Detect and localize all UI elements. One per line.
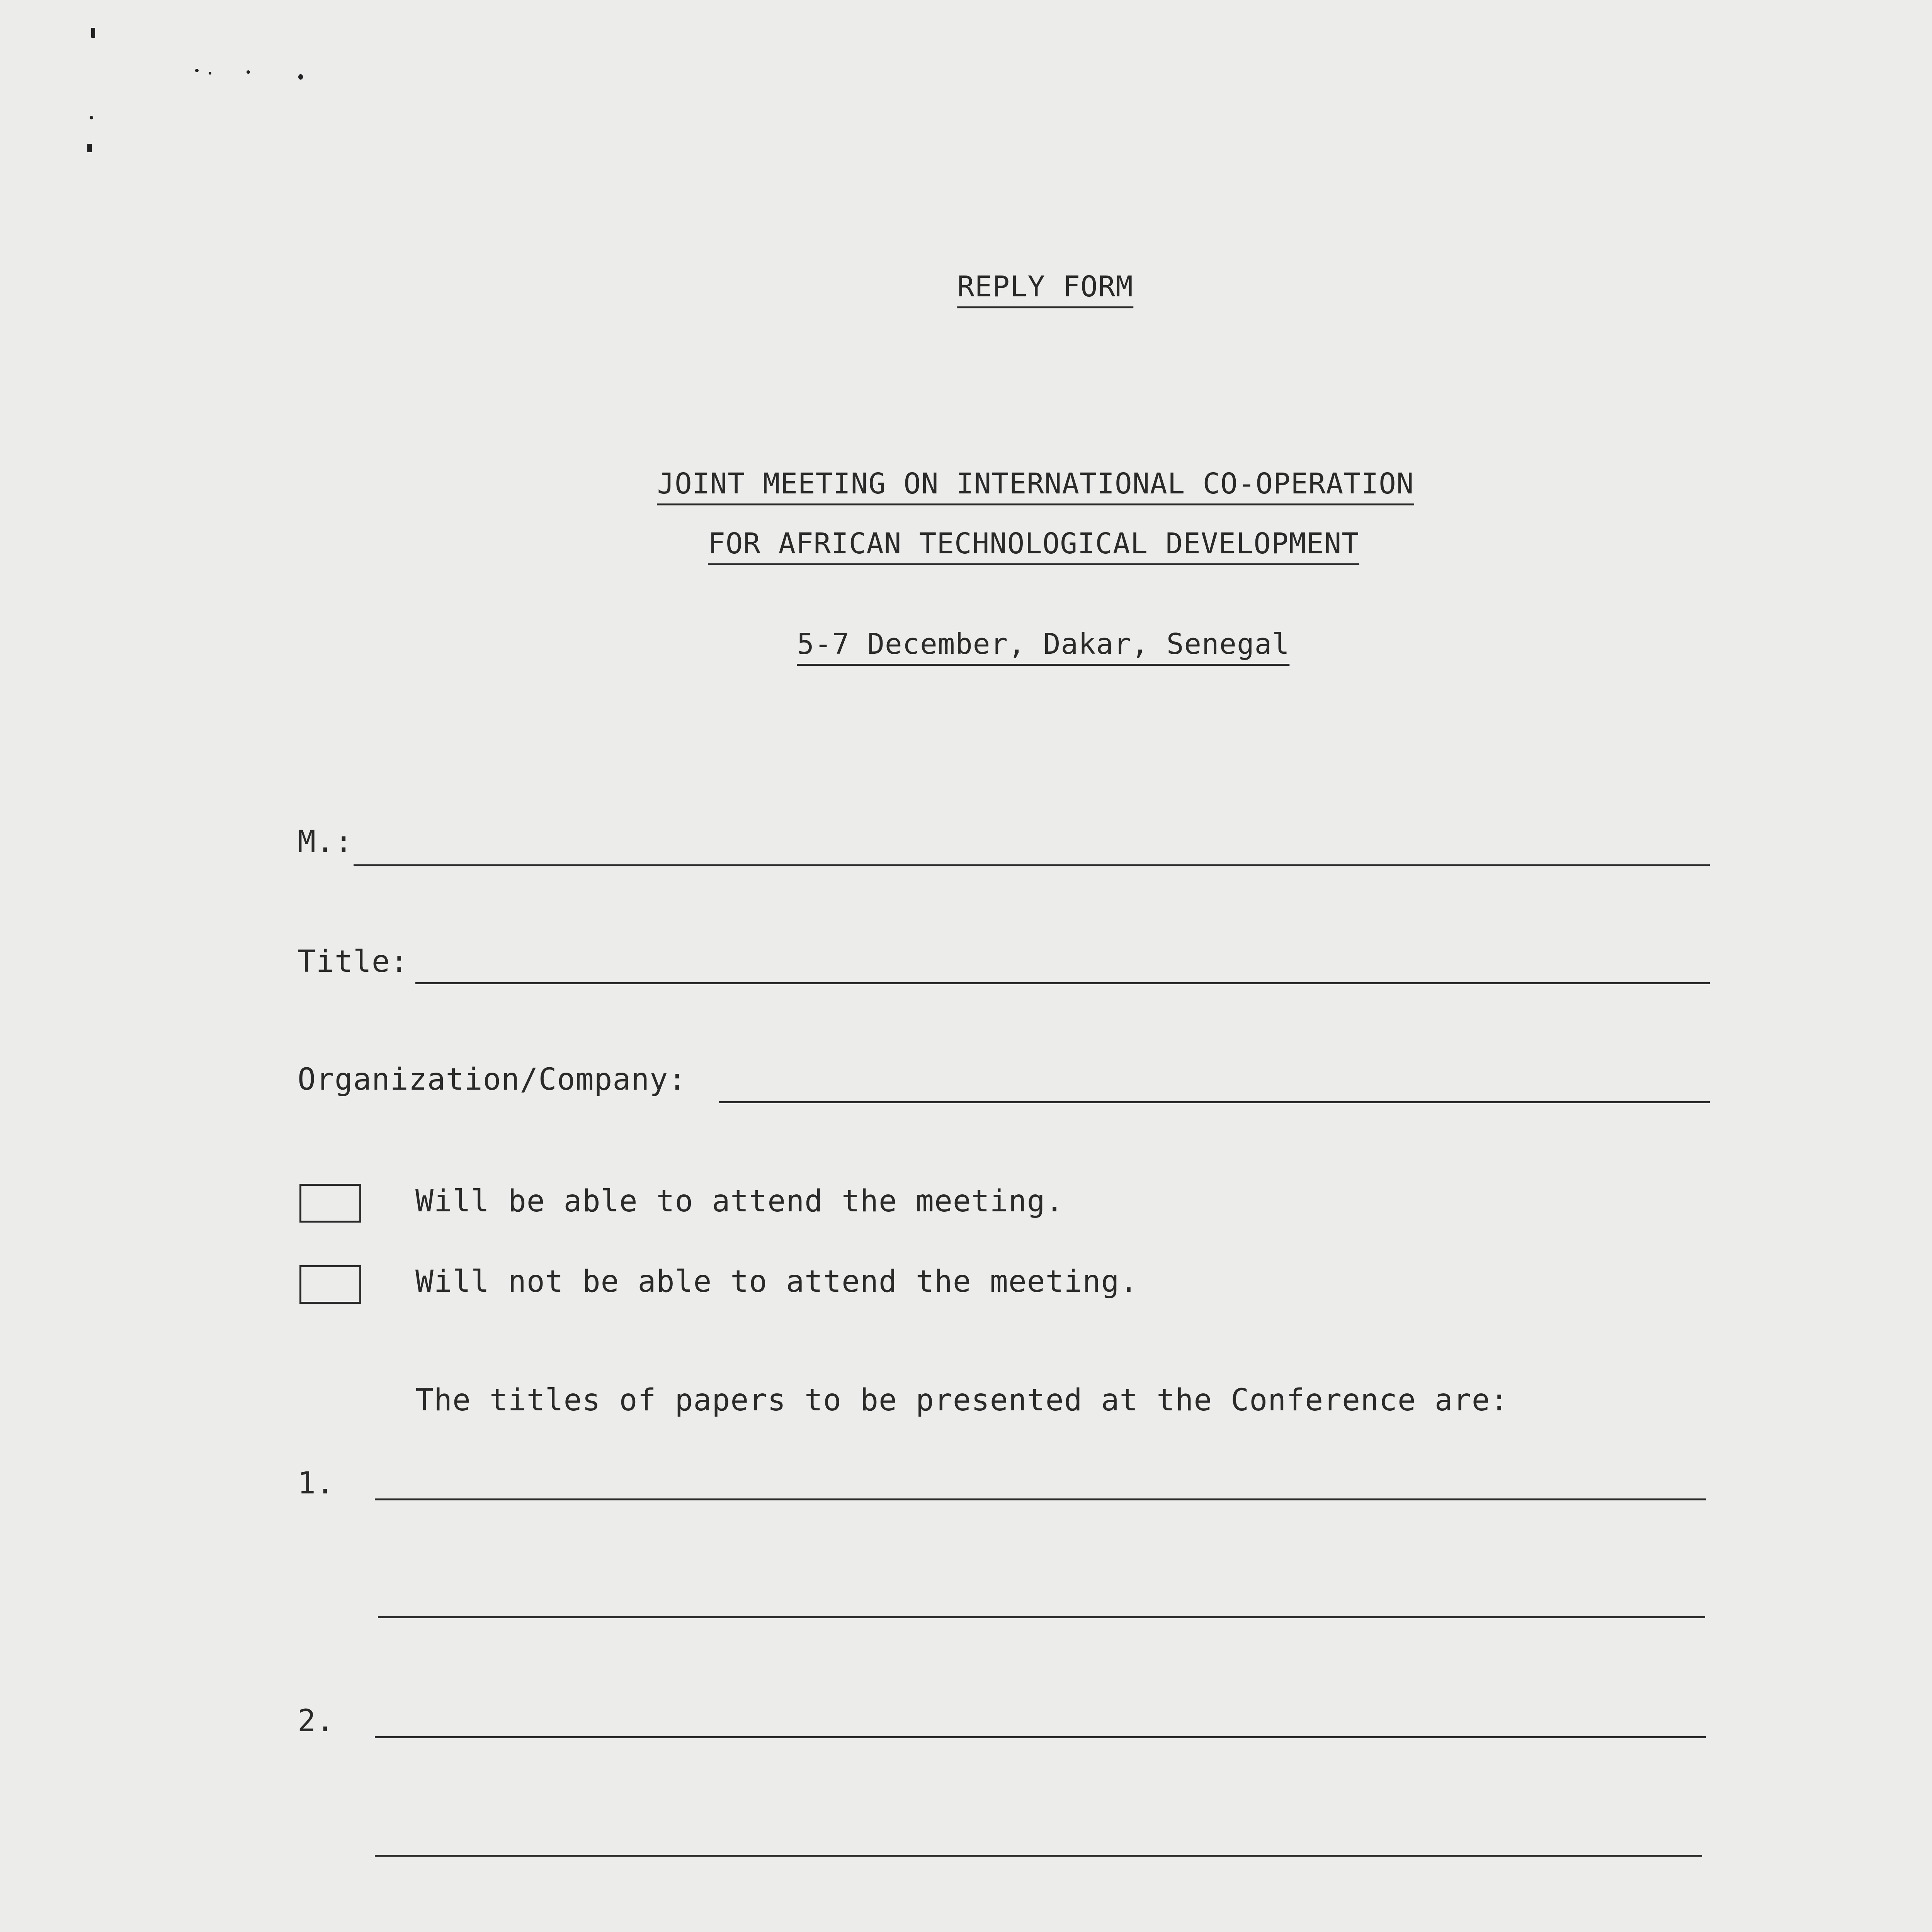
paper-1-number: 1. [298, 1466, 335, 1501]
attend-checkbox[interactable] [299, 1184, 361, 1223]
paper-2-line-1[interactable] [375, 1736, 1706, 1738]
organization-label: Organization/Company: [298, 1062, 687, 1097]
name-field[interactable] [354, 864, 1710, 866]
title-field[interactable] [415, 982, 1710, 984]
scan-mark [87, 144, 92, 152]
scan-mark [195, 69, 199, 72]
scan-mark [298, 74, 303, 80]
paper-2-number: 2. [298, 1704, 335, 1738]
scan-mark [90, 116, 93, 119]
attend-option-label: Will be able to attend the meeting. [415, 1184, 1064, 1219]
not-attend-checkbox[interactable] [299, 1265, 361, 1304]
scan-mark [247, 70, 250, 74]
not-attend-option-label: Will not be able to attend the meeting. [415, 1264, 1138, 1299]
name-label: M.: [298, 825, 353, 859]
paper-2-line-2[interactable] [375, 1855, 1702, 1857]
scan-mark [209, 72, 211, 75]
title-label: Title: [298, 944, 409, 979]
scan-mark [91, 28, 95, 38]
document-page: REPLY FORM JOINT MEETING ON INTERNATIONAL CO-OPERATION FOR AFRICAN TECHNOLOGICAL DEVELOPMENT 5-7 December, Dakar, Senegal M.: Title: Organization/Company: Will be able to attend the meeting. Will not be able to attend the meeting. The titles of papers to be presented at the Conference are: 1. 2. [0, 0, 1932, 1932]
paper-1-line-1[interactable] [375, 1498, 1706, 1500]
paper-1-line-2[interactable] [378, 1616, 1705, 1618]
organization-field[interactable] [719, 1101, 1710, 1103]
papers-intro: The titles of papers to be presented at the Conference are: [415, 1383, 1509, 1418]
